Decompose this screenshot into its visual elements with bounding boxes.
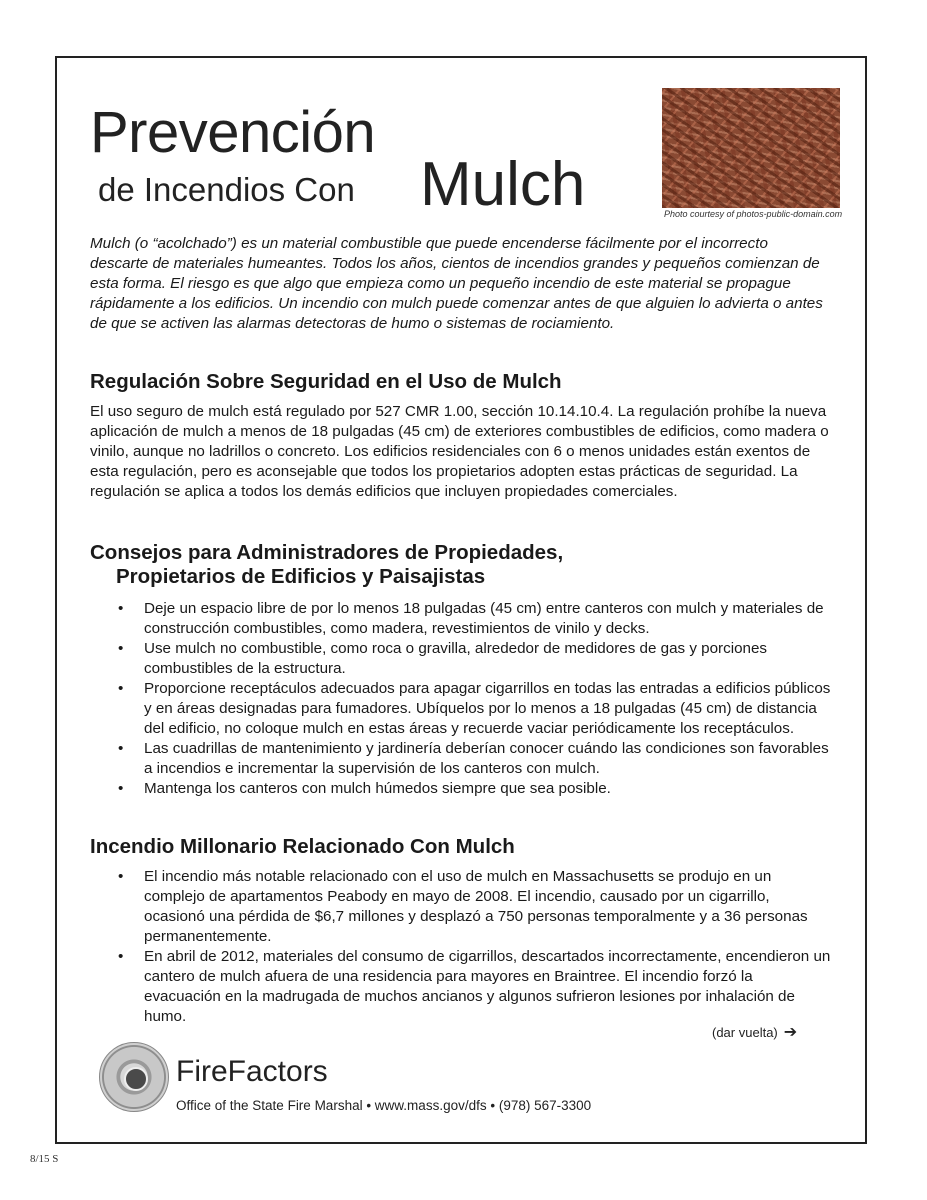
photo-credit: Photo courtesy of photos-public-domain.com [664, 209, 843, 219]
fire-marshal-seal-logo [99, 1042, 169, 1112]
bullet-icon: • [118, 780, 124, 797]
tips-list [116, 599, 832, 799]
bullet-icon: • [118, 600, 124, 617]
title-mulch: Mulch [420, 150, 586, 219]
tips-heading-line-1: Consejos para Administradores de Propiedades, [90, 541, 564, 564]
bullet-icon: • [118, 680, 124, 697]
list-item: • Las cuadrillas de mantenimiento y jardinería deberían conocer cuándo las condiciones son favorables a incendios e incrementar la supervisión de los canteros con mulch. [118, 740, 829, 777]
brand-name: FireFactors [176, 1055, 328, 1088]
title-line-1: Prevención [90, 100, 376, 165]
list-item: • En abril de 2012, materiales del consumo de cigarrillos, descartados incorrectamente, encendieron un cantero de mulch afuera de una residencia para mayores en Braintree. El incendio forzó la evacuación en la madrugada de muchos ancianos y algunos sufrieron lesiones por inhalación de humo. [118, 948, 831, 1025]
fire-list [116, 867, 832, 1027]
bullet-icon: • [118, 740, 124, 757]
regulation-paragraph: El uso seguro de mulch está regulado por 527 CMR 1.00, sección 10.14.10.4. La regulación prohíbe la nueva aplicación de mulch a menos de 18 pulgadas (45 cm) de exteriores combustibles de edificios, como madera o vinilo, aunque no ladrillos o concreto. Los edificios residenciales con 6 o menos unidades están exentos de esta regulación, pero es aconsejable que todos los propietarios adopten estas prácticas de seguridad. La regulación se aplica a todos los demás edificios que incluyen propiedades comerciales. [90, 403, 829, 500]
arrow-right-icon: ➔ [783, 1024, 798, 1041]
section-heading-tips [90, 541, 563, 589]
section-heading-fire: Incendio Millonario Relacionado Con Mulch [90, 835, 515, 858]
intro-paragraph: Mulch (o “acolchado”) es un material combustible que puede encenderse fácilmente por el incorrecto descarte de materiales humeantes. Todos los años, cientos de incendios grandes y pequeños comienzan de esta forma. El riesgo es que algo que empieza como un pequeño incendio de este material se propague rápidamente a los edificios. Un incendio con mulch puede comenzar antes de que alguien lo advierta o antes de que se activen las alarmas detectoras de humo o sistemas de rociamiento. [90, 235, 823, 332]
document-code: 8/15 S [30, 1153, 59, 1165]
section-heading-regulation: Regulación Sobre Seguridad en el Uso de Mulch [90, 370, 562, 393]
bullet-icon: • [118, 868, 124, 885]
list-item: • Use mulch no combustible, como roca o gravilla, alrededor de medidores de gas y porciones combustibles de la estructura. [118, 640, 768, 677]
list-item: • El incendio más notable relacionado con el uso de mulch en Massachusetts se produjo en un complejo de apartamentos Peabody en mayo de 2008. El incendio, causado por un cigarrillo, ocasionó una pérdida de $6,7 millones y desplazó a 750 personas temporalmente y a 36 personas permanentemente. [118, 868, 808, 945]
list-item: • Proporcione receptáculos adecuados para apagar cigarrillos en todas las entradas a edificios públicos y en áreas designadas para fumadores. Ubíquelos por lo menos a 18 pulgadas (45 cm) de distancia del edificio, no coloque mulch en estas áreas y recuerde vaciar periódicamente los receptáculos. [118, 680, 831, 737]
mulch-photo [662, 88, 840, 208]
office-contact: Office of the State Fire Marshal • www.mass.gov/dfs • (978) 567-3300 [176, 1098, 592, 1113]
tips-heading-line-2: Propietarios de Edificios y Paisajistas [116, 565, 486, 588]
turn-page-label: (dar vuelta) [712, 1025, 778, 1040]
turn-page-note [712, 1022, 797, 1042]
bullet-icon: • [118, 948, 124, 965]
bullet-icon: • [118, 640, 124, 657]
list-item: • Mantenga los canteros con mulch húmedos siempre que sea posible. [118, 780, 611, 797]
title-line-2: de Incendios Con [98, 171, 355, 208]
list-item: • Deje un espacio libre de por lo menos 18 pulgadas (45 cm) entre canteros con mulch y materiales de construcción combustibles, como madera, revestimientos de vinilo y decks. [118, 600, 824, 637]
